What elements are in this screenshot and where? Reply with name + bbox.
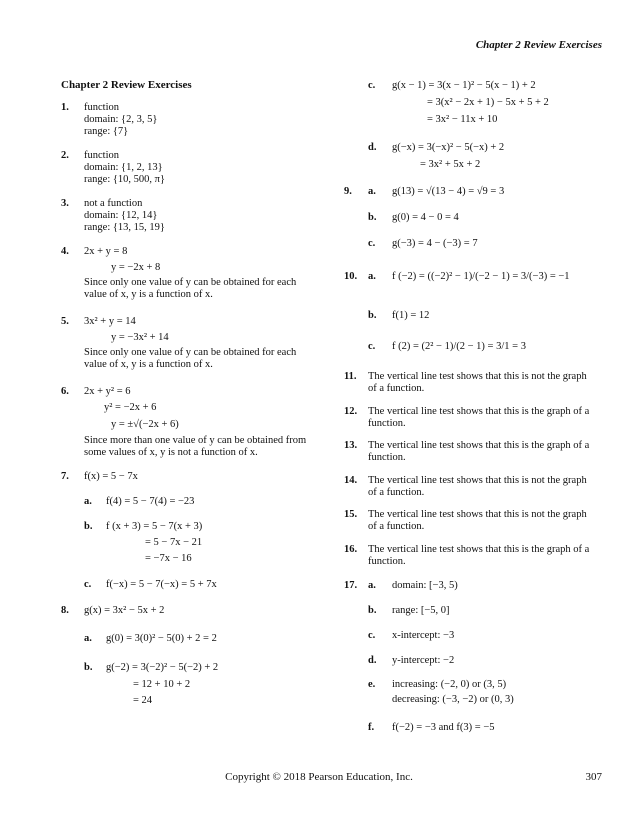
section-title: Chapter 2 Review Exercises xyxy=(61,79,192,91)
item-label: e. xyxy=(368,679,376,690)
solution-line: f(x) = 5 − 7x xyxy=(84,471,138,482)
solution-line: function. xyxy=(368,418,406,429)
item-label: b. xyxy=(368,212,377,223)
solution-line: x-intercept: −3 xyxy=(392,630,455,641)
copyright-text: Copyright © 2018 Pearson Education, Inc. xyxy=(225,771,413,783)
solution-line: g(0) = 4 − 0 = 4 xyxy=(392,212,459,223)
solution-line: y = −3x² + 14 xyxy=(111,332,169,343)
solution-line: = 3x² − 11x + 10 xyxy=(427,114,498,125)
solution-line: g(x − 1) = 3(x − 1)² − 5(x − 1) + 2 xyxy=(392,80,536,91)
item-label: b. xyxy=(368,605,377,616)
solution-line: of a function. xyxy=(368,487,425,498)
solution-line: g(−2) = 3(−2)² − 5(−2) + 2 xyxy=(106,662,219,673)
solution-line: function xyxy=(84,150,119,161)
solution-line: range: {13, 15, 19} xyxy=(84,222,165,233)
solution-line: f(1) = 12 xyxy=(392,310,430,321)
solution-line: domain: {2, 3, 5} xyxy=(84,114,158,125)
item-label: f. xyxy=(368,722,375,733)
solution-line: Since more than one value of y can be obtained from xyxy=(84,435,307,446)
solution-line: = 3x² + 5x + 2 xyxy=(420,159,481,170)
item-label: a. xyxy=(84,496,92,507)
item-label: d. xyxy=(368,655,377,666)
item-label: 10. xyxy=(344,271,358,282)
solution-line: f (−2) = ((−2)² − 1)/(−2 − 1) = 3/(−3) = −1 xyxy=(392,271,570,282)
solution-line: f(−2) = −3 and f(3) = −5 xyxy=(392,722,495,733)
solution-line: 3x² + y = 14 xyxy=(84,316,136,327)
item-label: c. xyxy=(368,80,376,91)
solution-line: range: {7} xyxy=(84,126,129,137)
item-label: 4. xyxy=(61,246,69,257)
solution-line: 2x + y² = 6 xyxy=(84,386,131,397)
item-label: a. xyxy=(368,271,376,282)
solution-line: = 3(x² − 2x + 1) − 5x + 5 + 2 xyxy=(427,97,549,108)
item-label: 8. xyxy=(61,605,69,616)
solution-line: y-intercept: −2 xyxy=(392,655,455,666)
item-label: 16. xyxy=(344,544,358,555)
solution-line: f(−x) = 5 − 7(−x) = 5 + 7x xyxy=(106,579,217,590)
item-label: 13. xyxy=(344,440,358,451)
item-label: c. xyxy=(84,579,92,590)
solution-line: = 5 − 7x − 21 xyxy=(145,537,203,548)
solution-line: g(−x) = 3(−x)² − 5(−x) + 2 xyxy=(392,142,505,153)
solution-line: of a function. xyxy=(368,521,425,532)
solution-line: domain: {1, 2, 13} xyxy=(84,162,163,173)
solution-line: y = −2x + 8 xyxy=(111,262,161,273)
solution-line: Since only one value of y can be obtained for each xyxy=(84,277,297,288)
solution-line: The vertical line test shows that this is the graph of a xyxy=(368,406,590,417)
solution-line: domain: {12, 14} xyxy=(84,210,158,221)
solution-line: value of x, y is a function of x. xyxy=(84,359,213,370)
item-label: a. xyxy=(368,186,376,197)
solution-line: increasing: (−2, 0) or (3, 5) xyxy=(392,679,507,690)
solution-line: Since only one value of y can be obtained for each xyxy=(84,347,297,358)
solution-line: decreasing: (−3, −2) or (0, 3) xyxy=(392,694,514,705)
solution-line: The vertical line test shows that this is not the graph xyxy=(368,509,587,520)
item-label: b. xyxy=(84,521,93,532)
item-label: 2. xyxy=(61,150,69,161)
solution-line: The vertical line test shows that this is not the graph xyxy=(368,371,587,382)
item-label: b. xyxy=(84,662,93,673)
solution-line: The vertical line test shows that this is not the graph xyxy=(368,475,587,486)
running-header: Chapter 2 Review Exercises xyxy=(475,39,602,51)
solution-line: function. xyxy=(368,556,406,567)
item-label: 9. xyxy=(344,186,352,197)
solution-line: 2x + y = 8 xyxy=(84,246,128,257)
solution-line: = −7x − 16 xyxy=(145,553,192,564)
item-label: 3. xyxy=(61,198,69,209)
item-label: d. xyxy=(368,142,377,153)
solution-line: g(−3) = 4 − (−3) = 7 xyxy=(392,238,478,249)
solution-line: range: {10, 500, π} xyxy=(84,174,165,185)
solution-line: of a function. xyxy=(368,383,425,394)
item-label: 7. xyxy=(61,471,69,482)
item-label: 6. xyxy=(61,386,69,397)
solution-line: f(4) = 5 − 7(4) = −23 xyxy=(106,496,195,507)
item-label: 12. xyxy=(344,406,358,417)
item-label: 1. xyxy=(61,102,69,113)
item-label: c. xyxy=(368,238,376,249)
solution-line: not a function xyxy=(84,198,143,209)
solution-line: g(13) = √(13 − 4) = √9 = 3 xyxy=(392,186,505,197)
item-label: a. xyxy=(368,580,376,591)
solution-line: y² = −2x + 6 xyxy=(104,402,157,413)
solution-line: f (x + 3) = 5 − 7(x + 3) xyxy=(106,521,203,532)
item-label: 17. xyxy=(344,580,358,591)
solution-line: value of x, y is a function of x. xyxy=(84,289,213,300)
item-label: 5. xyxy=(61,316,69,327)
solution-line: f (2) = (2² − 1)/(2 − 1) = 3/1 = 3 xyxy=(392,341,526,352)
item-label: c. xyxy=(368,341,376,352)
solution-line: g(x) = 3x² − 5x + 2 xyxy=(84,605,165,616)
item-label: c. xyxy=(368,630,376,641)
solution-line: function. xyxy=(368,452,406,463)
item-label: 14. xyxy=(344,475,358,486)
solution-line: domain: [−3, 5) xyxy=(392,580,458,591)
solution-line: some values of x, y is not a function of x. xyxy=(84,447,258,458)
item-label: b. xyxy=(368,310,377,321)
solution-line: g(0) = 3(0)² − 5(0) + 2 = 2 xyxy=(106,633,217,644)
solution-line: The vertical line test shows that this is the graph of a xyxy=(368,440,590,451)
item-label: 15. xyxy=(344,509,358,520)
item-label: 11. xyxy=(344,371,357,382)
solution-line: = 12 + 10 + 2 xyxy=(133,679,191,690)
solution-line: range: [−5, 0] xyxy=(392,605,450,616)
solution-line: The vertical line test shows that this is the graph of a xyxy=(368,544,590,555)
item-label: a. xyxy=(84,633,92,644)
solution-line: function xyxy=(84,102,119,113)
solution-line: y = ±√(−2x + 6) xyxy=(111,419,179,430)
solution-line: = 24 xyxy=(133,695,153,706)
page-number: 307 xyxy=(585,771,602,783)
